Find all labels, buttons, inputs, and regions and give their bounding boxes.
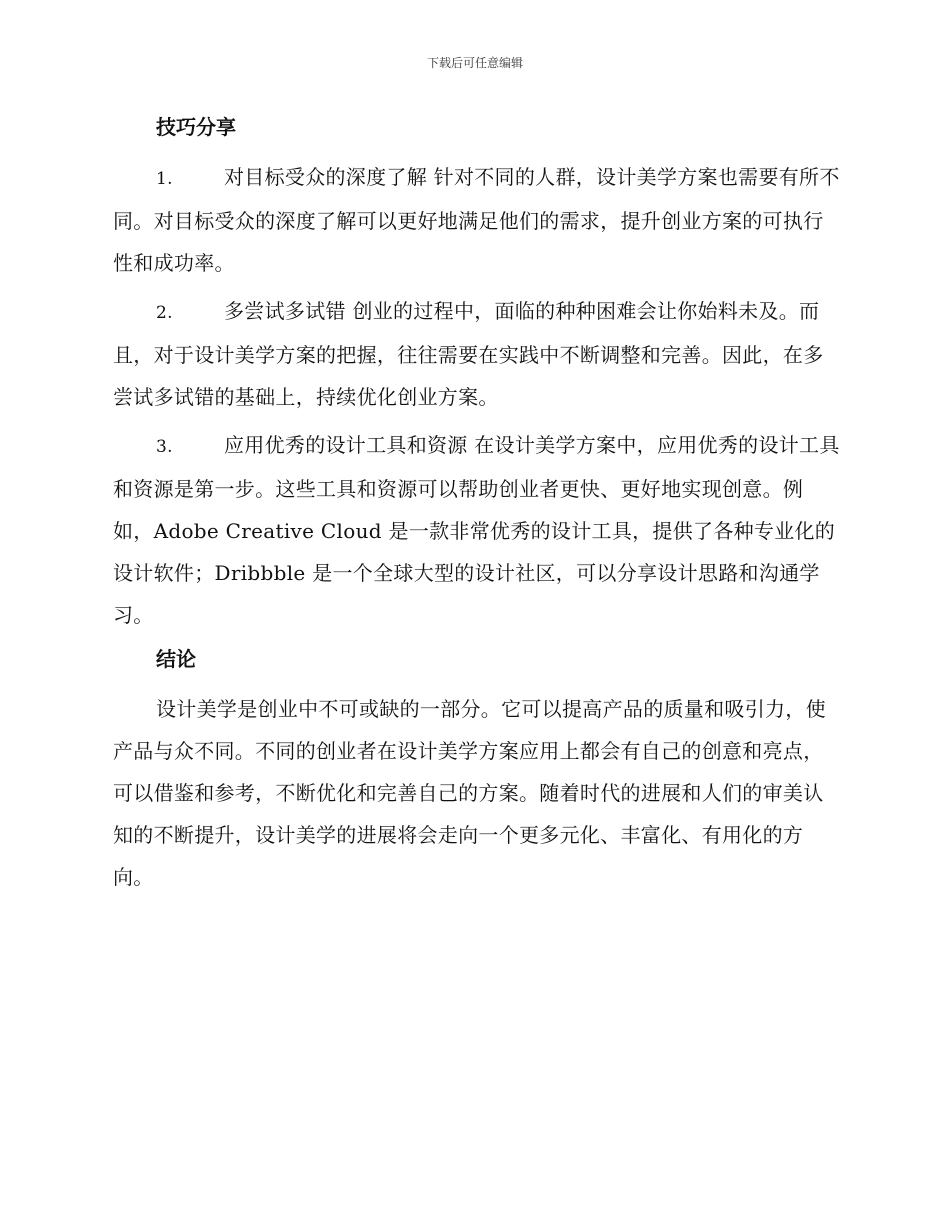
tip-number-3: 3. [156, 437, 173, 457]
tip-number-2: 2. [156, 303, 173, 323]
tip-text-3: 应用优秀的设计工具和资源 在设计美学方案中，应用优秀的设计工具和资源是第一步。这些工具和资源可以帮助创业者更快、更好地实现创意。例如，Adobe Creative Cloud 是一款非常优秀的设计工具，提供了各种专业化的设计软件；Dribbble 是一个全球大型的设计社区，可以分享设计思路和沟通学习。 [113, 433, 840, 627]
conclusion-paragraph: 设计美学是创业中不可或缺的一部分。它可以提高产品的质量和吸引力，使产品与众不同。不同的创业者在设计美学方案应用上都会有自己的创意和亮点，可以借鉴和参考，不断优化和完善自己的方案。随着时代的进展和人们的审美认知的不断提升，设计美学的进展将会走向一个更多元化、丰富化、有用化的方向。 [113, 697, 826, 889]
tip-item-3 [113, 424, 841, 636]
page-header: 下载后可任意编辑 [426, 56, 523, 70]
tip-text-2: 多尝试多试错 创业的过程中，面临的种种困难会让你始料未及。而且，对于设计美学方案的把握，往往需要在实践中不断调整和完善。因此，在多尝试多试错的基础上，持续优化创业方案。 [113, 299, 824, 409]
section-heading-tips: 技巧分享 [156, 115, 236, 139]
section-heading-conclusion: 结论 [156, 647, 196, 671]
tip-number-1: 1. [156, 169, 173, 189]
tip-item-2 [113, 290, 841, 418]
document-body [113, 112, 841, 904]
tip-text-1: 对目标受众的深度了解 针对不同的人群，设计美学方案也需要有所不同。对目标受众的深度了解可以更好地满足他们的需求，提升创业方案的可执行性和成功率。 [113, 165, 840, 275]
tip-item-1 [113, 156, 841, 284]
